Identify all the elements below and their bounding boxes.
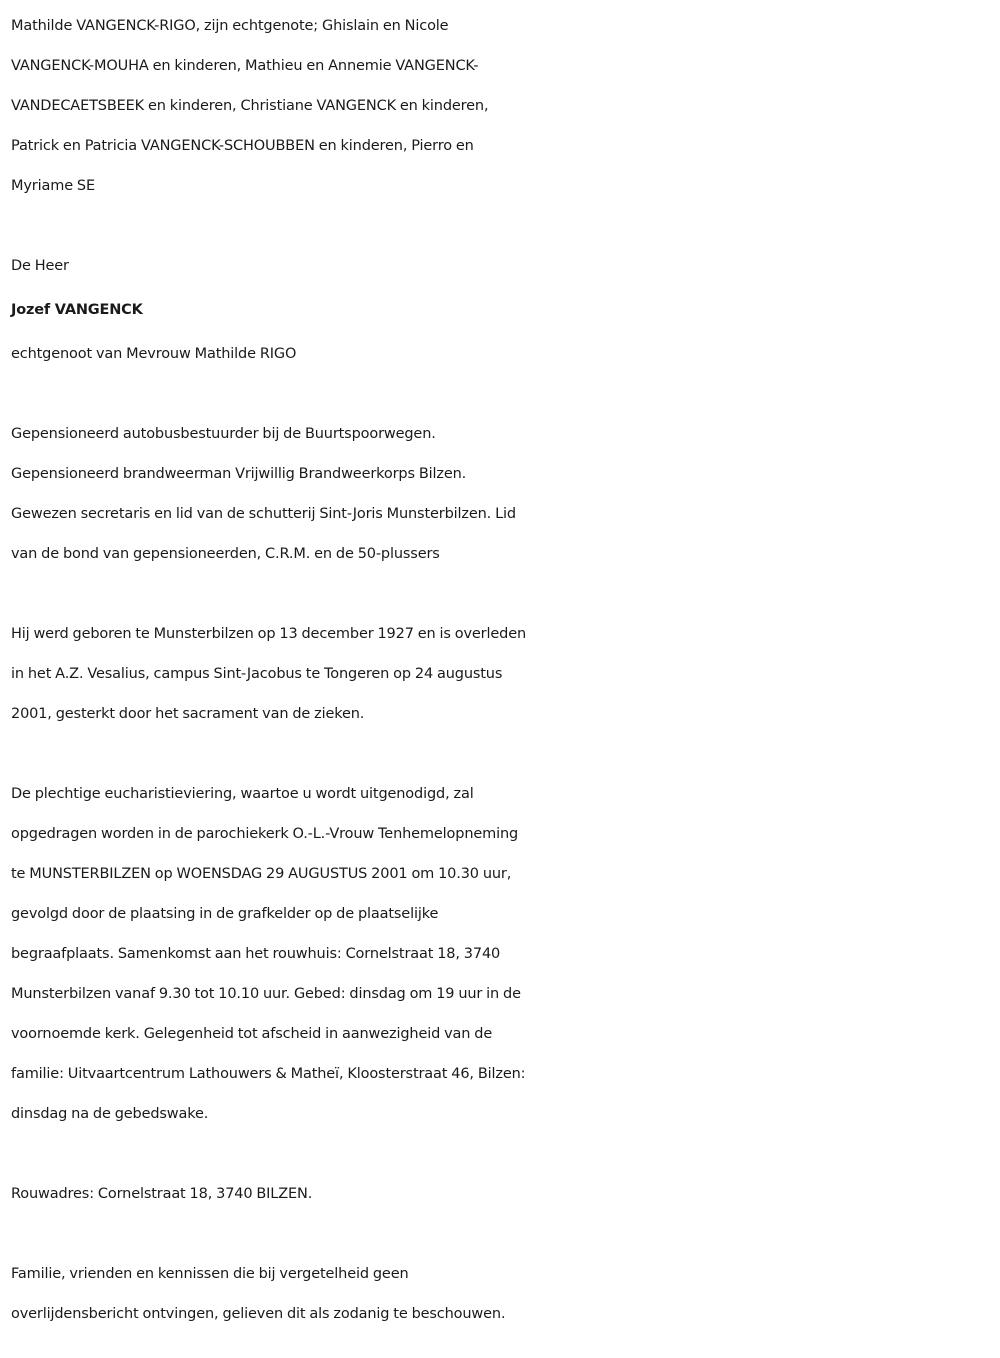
- text-line: familie: Uitvaartcentrum Lathouwers & Matheï, Kloosterstraat 46, Bilzen:: [11, 1066, 526, 1082]
- text-line: Gepensioneerd autobusbestuurder bij de Buurtspoorwegen.: [11, 426, 436, 442]
- career-paragraph: [11, 414, 991, 574]
- spacer: [11, 206, 991, 246]
- text-line: gevolgd door de plaatsing in de grafkelder op de plaatselijke: [11, 906, 439, 922]
- text-line: begraafplaats. Samenkomst aan het rouwhuis: Cornelstraat 18, 3740: [11, 946, 501, 962]
- text-line: te MUNSTERBILZEN op WOENSDAG 29 AUGUSTUS 2001 om 10.30 uur,: [11, 866, 512, 882]
- text-line: 2001, gesterkt door het sacrament van de zieken.: [11, 706, 365, 722]
- address-line: Rouwadres: Cornelstraat 18, 3740 BILZEN.: [11, 1186, 313, 1202]
- text-line: van de bond van gepensioneerden, C.R.M. en de 50-plussers: [11, 546, 440, 562]
- text-line: Hij werd geboren te Munsterbilzen op 13 december 1927 en is overleden: [11, 626, 527, 642]
- obituary-notice: [11, 6, 991, 1334]
- family-paragraph: [11, 6, 991, 206]
- text-line: in het A.Z. Vesalius, campus Sint-Jacobus te Tongeren op 24 augustus: [11, 666, 503, 682]
- text-line: Gepensioneerd brandweerman Vrijwillig Brandweerkorps Bilzen.: [11, 466, 467, 482]
- text-line: De plechtige eucharistieviering, waartoe u wordt uitgenodigd, zal: [11, 786, 474, 802]
- text-line: opgedragen worden in de parochiekerk O.-L.-Vrouw Tenhemelopneming: [11, 826, 519, 842]
- text-line: voornoemde kerk. Gelegenheid tot afscheid in aanwezigheid van de: [11, 1026, 493, 1042]
- closing-paragraph: [11, 1254, 991, 1334]
- spacer: [11, 574, 991, 614]
- birth-death-paragraph: [11, 614, 991, 734]
- spacer: [11, 734, 991, 774]
- text-line: Patrick en Patricia VANGENCK-SCHOUBBEN en kinderen, Pierro en: [11, 138, 474, 154]
- text-line: Mathilde VANGENCK-RIGO, zijn echtgenote; Ghislain en Nicole: [11, 18, 449, 34]
- text-line: Familie, vrienden en kennissen die bij vergetelheid geen: [11, 1266, 409, 1282]
- text-line: Gewezen secretaris en lid van de schutterij Sint-Joris Munsterbilzen. Lid: [11, 506, 516, 522]
- text-line: Myriame SE: [11, 178, 95, 194]
- text-line: overlijdensbericht ontvingen, gelieven dit als zodanig te beschouwen.: [11, 1306, 506, 1322]
- salutation: De Heer: [11, 258, 69, 274]
- ceremony-paragraph: [11, 774, 991, 1134]
- text-line: Munsterbilzen vanaf 9.30 tot 10.10 uur. Gebed: dinsdag om 19 uur in de: [11, 986, 521, 1002]
- deceased-name: Jozef VANGENCK: [11, 302, 143, 318]
- text-line: VANDECAETSBEEK en kinderen, Christiane VANGENCK en kinderen,: [11, 98, 489, 114]
- spacer: [11, 1134, 991, 1174]
- spouse-line: echtgenoot van Mevrouw Mathilde RIGO: [11, 346, 297, 362]
- text-line: dinsdag na de gebedswake.: [11, 1106, 209, 1122]
- text-line: VANGENCK-MOUHA en kinderen, Mathieu en Annemie VANGENCK-: [11, 58, 479, 74]
- spacer: [11, 1214, 991, 1254]
- spacer: [11, 374, 991, 414]
